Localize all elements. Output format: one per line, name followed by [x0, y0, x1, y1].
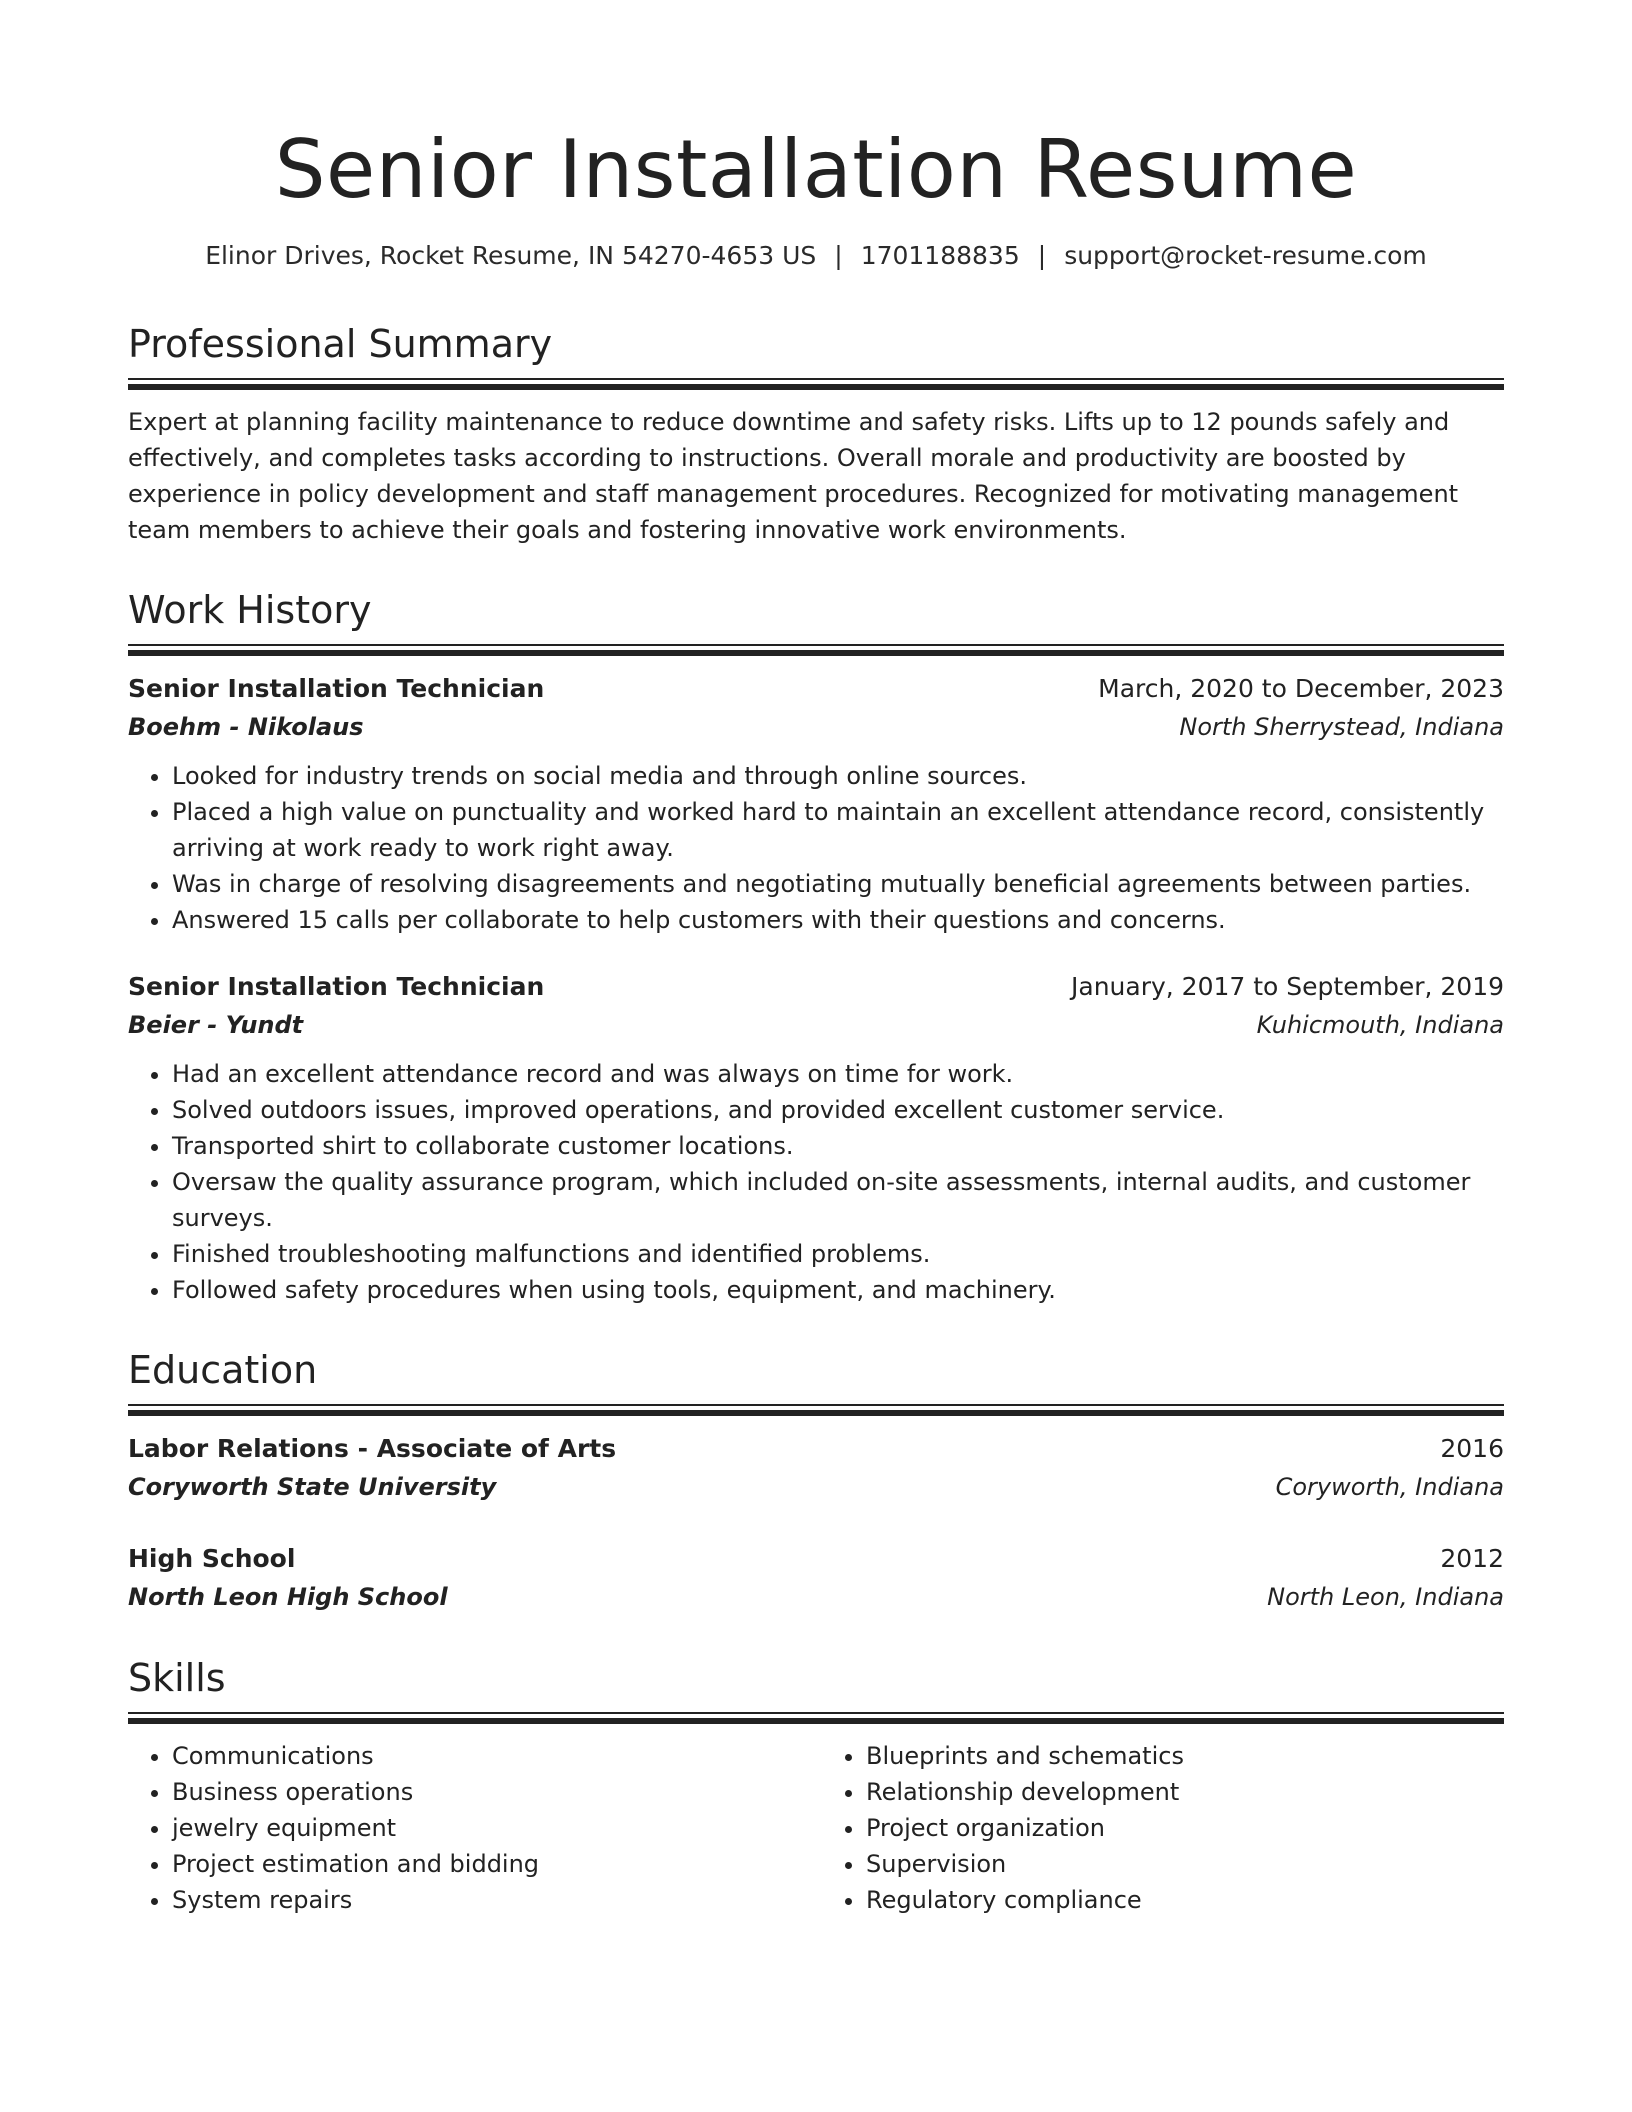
job-bullet: • Followed safety procedures when using tools, equipment, and machinery. [172, 1272, 1504, 1308]
job-bullet: • Answered 15 calls per collaborate to help customers with their questions and concerns. [172, 902, 1504, 938]
contact-line [128, 238, 1504, 274]
contact-separator: | [834, 241, 843, 270]
job-bullet: • Finished troubleshooting malfunctions and identified problems. [172, 1236, 1504, 1272]
summary-text: Expert at planning facility maintenance to reduce downtime and safety risks. Lifts up to 12 pounds safely and effectively, and completes tasks according to instructions. Overall morale and productivity are boosted by experience in policy development and staff management procedures. Recognized for motivating management team members to achieve their goals and fostering innovative work environments. [128, 408, 1459, 544]
summary-section [128, 320, 1504, 548]
contact-separator: | [1037, 241, 1047, 270]
skill-item: • jewelry equipment [172, 1810, 816, 1846]
job-location: Kuhicmouth, Indiana [1256, 1011, 1504, 1039]
education-section [128, 1346, 1504, 1616]
section-divider [128, 378, 1504, 390]
skill-item: • Project organization [866, 1810, 1504, 1846]
skill-item: • Communications [172, 1738, 816, 1774]
job-dates: March, 2020 to December, 2023 [1098, 674, 1504, 703]
job-bullet: • Transported shirt to collaborate customer locations. [172, 1128, 1504, 1164]
resume-page [128, 120, 1504, 1918]
section-heading-summary: Professional Summary [128, 322, 553, 366]
job-bullet: • Looked for industry trends on social media and through online sources. [172, 758, 1504, 794]
contact-email: support@rocket-resume.com [1064, 241, 1427, 270]
education-year: 2016 [1440, 1434, 1504, 1463]
job-location: North Sherrystead, Indiana [1179, 713, 1504, 741]
education-school: North Leon High School [128, 1583, 448, 1611]
contact-address: Elinor Drives, Rocket Resume, IN 54270-4653 US [205, 241, 817, 270]
job-dates: January, 2017 to September, 2019 [1071, 972, 1504, 1001]
skills-list-left [128, 1738, 816, 1918]
skill-item: • System repairs [172, 1882, 816, 1918]
job-title: Senior Installation Technician [128, 972, 545, 1001]
skills-columns [128, 1738, 1504, 1918]
job-bullets [128, 1056, 1504, 1308]
job-bullet: • Had an excellent attendance record and was always on time for work. [172, 1056, 1504, 1092]
education-degree: High School [128, 1544, 296, 1573]
skills-section [128, 1654, 1504, 1918]
section-divider [128, 644, 1504, 656]
skill-item: • Blueprints and schematics [866, 1738, 1504, 1774]
section-divider [128, 1404, 1504, 1416]
skill-item: • Relationship development [866, 1774, 1504, 1810]
education-entry [128, 1540, 1504, 1616]
skill-item: • Supervision [866, 1846, 1504, 1882]
education-school: Coryworth State University [128, 1473, 497, 1501]
skills-list-right [816, 1738, 1504, 1918]
work-history-section [128, 586, 1504, 1308]
section-heading-skills: Skills [128, 1656, 226, 1700]
education-degree: Labor Relations - Associate of Arts [128, 1434, 617, 1463]
skill-item: • Regulatory compliance [866, 1882, 1504, 1918]
education-year: 2012 [1440, 1544, 1504, 1573]
skill-item: • Business operations [172, 1774, 816, 1810]
skill-item: • Project estimation and bidding [172, 1846, 816, 1882]
education-entry [128, 1430, 1504, 1506]
education-location: Coryworth, Indiana [1275, 1473, 1504, 1501]
job-entry [128, 670, 1504, 938]
education-location: North Leon, Indiana [1267, 1583, 1504, 1611]
job-bullet: • Oversaw the quality assurance program, which included on-site assessments, internal audits, and customer surveys. [172, 1164, 1504, 1236]
job-bullet: • Placed a high value on punctuality and worked hard to maintain an excellent attendance record, consistently arriving at work ready to work right away. [172, 794, 1504, 866]
job-bullets [128, 758, 1504, 938]
resume-title: Senior Installation Resume [274, 123, 1358, 216]
section-heading-education: Education [128, 1348, 318, 1392]
section-heading-work: Work History [128, 588, 372, 632]
contact-phone: 1701188835 [860, 241, 1020, 270]
job-company: Boehm - Nikolaus [128, 713, 364, 741]
job-bullet: • Solved outdoors issues, improved operations, and provided excellent customer service. [172, 1092, 1504, 1128]
job-title: Senior Installation Technician [128, 674, 545, 703]
job-company: Beier - Yundt [128, 1011, 304, 1039]
job-bullet: • Was in charge of resolving disagreements and negotiating mutually beneficial agreements between parties. [172, 866, 1504, 902]
job-entry [128, 968, 1504, 1308]
section-divider [128, 1712, 1504, 1724]
